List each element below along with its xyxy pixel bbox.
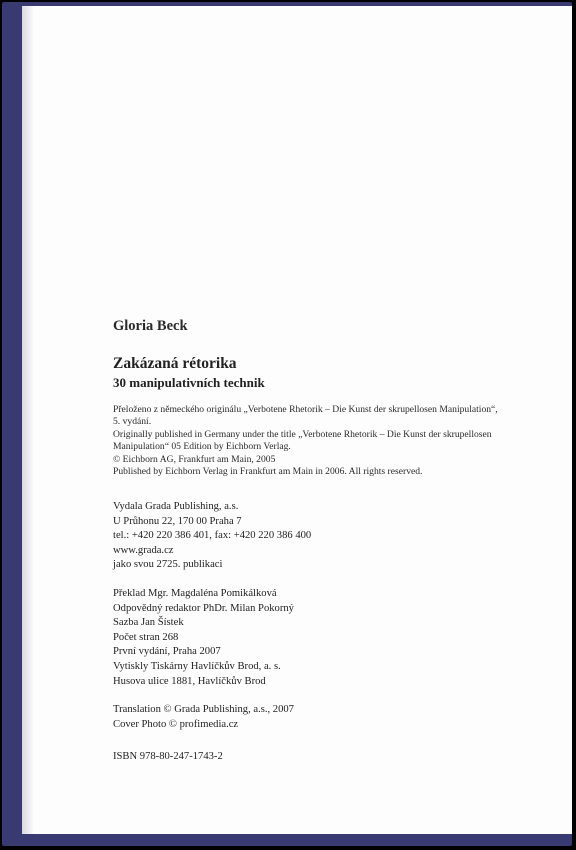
credit-line: Sazba Jan Šístek: [113, 617, 184, 629]
publisher-line: U Průhonu 22, 170 00 Praha 7: [113, 515, 242, 527]
copyright-notice: [113, 703, 294, 732]
publisher-line: Vydala Grada Publishing, a.s.: [113, 501, 239, 512]
original-info-line: Manipulation“ 05 Edition by Eichborn Verlag.: [113, 441, 291, 453]
isbn: ISBN 978-80-247-1743-2: [113, 751, 223, 762]
page-gutter-shadow: [22, 6, 34, 834]
original-info-line: Originally published in Germany under the title „Verbotene Rhetorik – Die Kunst der skrupellosen: [113, 428, 492, 440]
original-info-line: 5. vydání.: [113, 416, 152, 428]
author-name: Gloria Beck: [113, 318, 188, 334]
original-info-line: Published by Eichborn Verlag in Frankfurt am Main in 2006. All rights reserved.: [113, 466, 423, 478]
publisher-line: jako svou 2725. publikaci: [113, 559, 223, 571]
copyright-line: Translation © Grada Publishing, a.s., 2007: [113, 704, 294, 715]
original-edition-info: [113, 404, 553, 478]
original-info-line: Přeloženo z německého originálu „Verbotene Rhetorik – Die Kunst der skrupellosen Manipulation“,: [113, 404, 498, 415]
credit-line: Vytiskly Tiskárny Havlíčkův Brod, a. s.: [113, 660, 281, 672]
credit-line: Překlad Mgr. Magdaléna Pomikálková: [113, 588, 277, 599]
copyright-line: Cover Photo © profimedia.cz: [113, 718, 239, 730]
production-credits: [113, 587, 294, 689]
credit-line: Počet stran 268: [113, 631, 179, 643]
book-subtitle: 30 manipulativních technik: [113, 375, 265, 390]
credit-line: Husova ulice 1881, Havlíčkův Brod: [113, 675, 266, 687]
credit-line: První vydání, Praha 2007: [113, 646, 221, 658]
credit-line: Odpovědný redaktor PhDr. Milan Pokorný: [113, 602, 294, 614]
publisher-line: tel.: +420 220 386 401, fax: +420 220 386 400: [113, 530, 312, 542]
book-title: Zakázaná rétorika: [113, 355, 237, 372]
original-info-line: © Eichborn AG, Frankfurt am Main, 2005: [113, 453, 276, 465]
publisher-line: www.grada.cz: [113, 544, 174, 556]
publisher-info: [113, 500, 311, 573]
